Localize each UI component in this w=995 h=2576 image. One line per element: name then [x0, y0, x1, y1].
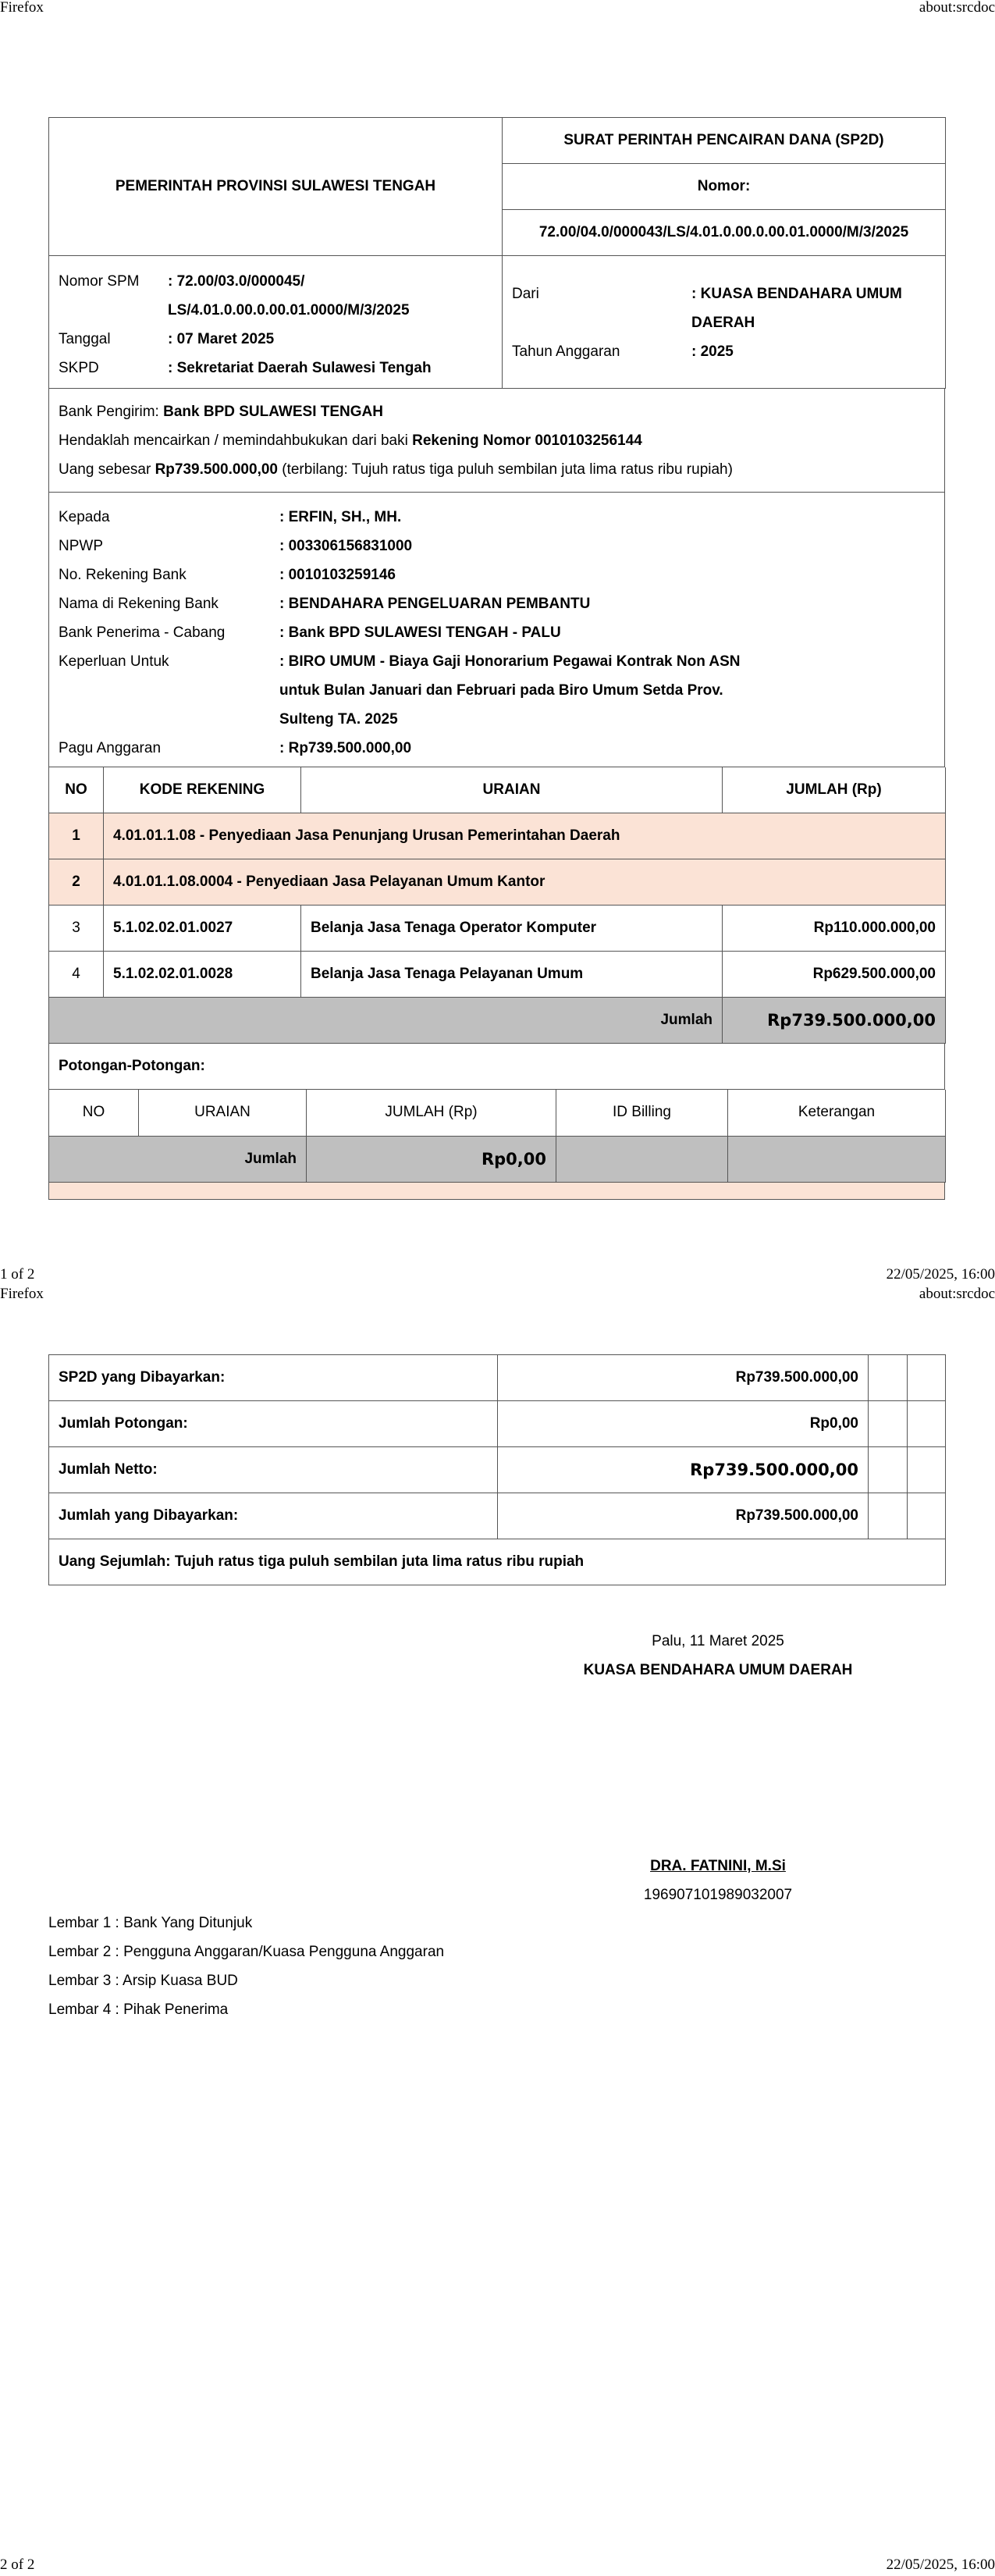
keperluan-value-2: untuk Bulan Januari dan Februari pada Biro Umum Setda Prov. — [279, 681, 723, 699]
signature-place-date: Palu, 11 Maret 2025 — [652, 1633, 784, 1649]
bank-pengirim-value: Bank BPD SULAWESI TENGAH — [163, 403, 383, 420]
bank-penerima-label: Bank Penerima - Cabang — [59, 624, 226, 641]
penerima-block — [48, 493, 945, 767]
row-uraian: Belanja Jasa Tenaga Pelayanan Umum — [301, 952, 723, 998]
document-header — [48, 117, 946, 256]
spm-right-block — [503, 256, 946, 388]
rincian-total-value: Rp739.500.000,00 — [723, 998, 946, 1044]
potongan-total-value: Rp0,00 — [307, 1136, 556, 1182]
list-item: Lembar 2 : Pengguna Anggaran/Kuasa Pengguna Anggaran — [48, 1944, 445, 1960]
rincian-total-label: Jumlah — [49, 998, 723, 1044]
col-jumlah: JUMLAH (Rp) — [723, 767, 946, 813]
dari-value-2: DAERAH — [691, 315, 755, 331]
keperluan-label: Keperluan Untuk — [59, 653, 169, 670]
dari-value-1: : KUASA BENDAHARA UMUM — [691, 286, 902, 302]
signature-name: DRA. FATNINI, M.Si — [650, 1858, 786, 1874]
table-row — [49, 952, 946, 998]
row-no: 2 — [49, 859, 104, 906]
skpd-label: SKPD — [59, 360, 99, 376]
row-program: 4.01.01.1.08 - Penyediaan Jasa Penunjang Urusan Pemerintahan Daerah — [104, 813, 946, 859]
page-number-2: 2 of 2 — [0, 2556, 35, 2573]
kepada-value: : ERFIN, SH., MH. — [279, 508, 402, 525]
potongan-col-keterangan: Keterangan — [728, 1090, 946, 1136]
rekening-pengirim: Rekening Nomor 0010103256144 — [412, 432, 642, 449]
spm-left-block — [49, 256, 503, 388]
no-rekening-value: : 0010103259146 — [279, 566, 396, 583]
uang-prefix: Uang sebesar — [59, 461, 155, 478]
bank-pengirim-label: Bank Pengirim: — [59, 403, 164, 420]
rincian-table — [48, 767, 946, 1044]
row-no: 4 — [49, 952, 104, 998]
government-name: PEMERINTAH PROVINSI SULAWESI TENGAH — [49, 118, 503, 256]
bank-penerima-value: : Bank BPD SULAWESI TENGAH - PALU — [279, 624, 561, 641]
row-kegiatan: 4.01.01.1.08.0004 - Penyediaan Jasa Pelayanan Umum Kantor — [104, 859, 946, 906]
rincian-total-row — [49, 998, 946, 1044]
ringkasan-value: Rp739.500.000,00 — [498, 1493, 869, 1539]
potongan-table — [48, 1090, 946, 1183]
signature-nip: 196907101989032007 — [643, 1887, 793, 1903]
col-kode-rekening: KODE REKENING — [104, 767, 301, 813]
nomor-label: Nomor: — [503, 164, 946, 210]
table-row — [49, 1401, 946, 1447]
row-kode: 5.1.02.02.01.0028 — [104, 952, 301, 998]
kepada-label: Kepada — [59, 508, 110, 525]
browser-app-name-2: Firefox — [0, 1286, 44, 1302]
instruksi-text: Hendaklah mencairkan / memindahbukukan dari baki — [59, 432, 413, 449]
uang-sejumlah: Uang Sejumlah: Tujuh ratus tiga puluh sembilan juta lima ratus ribu rupiah — [49, 1539, 946, 1585]
tanggal-value: : 07 Maret 2025 — [168, 331, 275, 347]
pagu-anggaran-value: : Rp739.500.000,00 — [279, 739, 412, 756]
ringkasan-label: Jumlah Potongan: — [49, 1401, 498, 1447]
table-row — [49, 1493, 946, 1539]
table-row — [49, 906, 946, 952]
npwp-value: : 003306156831000 — [279, 537, 413, 554]
ringkasan-value: Rp739.500.000,00 — [498, 1355, 869, 1401]
tahun-anggaran-value: : 2025 — [691, 343, 734, 360]
ringkasan-value: Rp0,00 — [498, 1401, 869, 1447]
potongan-header-row — [49, 1090, 946, 1136]
keperluan-value-1: : BIRO UMUM - Biaya Gaji Honorarium Pegawai Kontrak Non ASN — [279, 653, 741, 670]
potongan-col-no: NO — [49, 1090, 139, 1136]
row-kode: 5.1.02.02.01.0027 — [104, 906, 301, 952]
potongan-col-uraian: URAIAN — [139, 1090, 307, 1136]
lembar-list — [48, 1909, 444, 2024]
browser-app-name: Firefox — [0, 0, 44, 16]
uang-amount: Rp739.500.000,00 — [155, 461, 278, 478]
uang-terbilang: (terbilang: Tujuh ratus tiga puluh sembilan juta lima ratus ribu rupiah) — [277, 461, 733, 478]
sp2d-document-page-1 — [48, 117, 945, 1200]
nomor-value: 72.00/04.0/000043/LS/4.01.0.00.0.00.01.0000/M/3/2025 — [503, 210, 946, 256]
nama-rekening-label: Nama di Rekening Bank — [59, 595, 219, 612]
row-uraian: Belanja Jasa Tenaga Operator Komputer — [301, 906, 723, 952]
table-row — [49, 1539, 946, 1585]
list-item: Lembar 4 : Pihak Penerima — [48, 2001, 229, 2018]
row-jumlah: Rp629.500.000,00 — [723, 952, 946, 998]
nomor-spm-value-2: LS/4.01.0.00.0.00.01.0000/M/3/2025 — [168, 302, 410, 318]
nama-rekening-value: : BENDAHARA PENGELUARAN PEMBANTU — [279, 595, 591, 612]
table-row — [49, 859, 946, 906]
bank-pengirim-block — [48, 389, 945, 493]
dari-label: Dari — [512, 286, 539, 302]
ringkasan-table — [48, 1354, 946, 1585]
row-no: 1 — [49, 813, 104, 859]
page-number-1: 1 of 2 — [0, 1266, 35, 1283]
table-row — [49, 813, 946, 859]
tanggal-label: Tanggal — [59, 331, 111, 347]
potongan-col-jumlah: JUMLAH (Rp) — [307, 1090, 556, 1136]
list-item: Lembar 3 : Arsip Kuasa BUD — [48, 1973, 238, 1989]
signature-position: KUASA BENDAHARA UMUM DAERAH — [583, 1662, 853, 1678]
npwp-label: NPWP — [59, 537, 103, 554]
no-rekening-label: No. Rekening Bank — [59, 566, 187, 583]
potongan-title: Potongan-Potongan: — [48, 1044, 945, 1090]
sp2d-document-page-2 — [48, 1354, 945, 1585]
keperluan-value-3: Sulteng TA. 2025 — [279, 710, 398, 728]
document-title: SURAT PERINTAH PENCAIRAN DANA (SP2D) — [503, 118, 946, 164]
print-timestamp-1: 22/05/2025, 16:00 — [886, 1266, 995, 1283]
list-item: Lembar 1 : Bank Yang Ditunjuk — [48, 1915, 253, 1931]
browser-url-2: about:srcdoc — [919, 1286, 995, 1302]
ringkasan-label: SP2D yang Dibayarkan: — [49, 1355, 498, 1401]
pagu-anggaran-label: Pagu Anggaran — [59, 739, 162, 756]
row-no: 3 — [49, 906, 104, 952]
col-no: NO — [49, 767, 104, 813]
nomor-spm-label: Nomor SPM — [59, 273, 140, 290]
table-row — [49, 1447, 946, 1493]
table-row — [49, 1355, 946, 1401]
print-timestamp-2: 22/05/2025, 16:00 — [886, 2556, 995, 2573]
col-uraian: URAIAN — [301, 767, 723, 813]
peach-footer-strip — [48, 1183, 945, 1200]
ringkasan-label: Jumlah Netto: — [49, 1447, 498, 1493]
row-jumlah: Rp110.000.000,00 — [723, 906, 946, 952]
ringkasan-label: Jumlah yang Dibayarkan: — [49, 1493, 498, 1539]
ringkasan-value: Rp739.500.000,00 — [498, 1447, 869, 1493]
rincian-header-row — [49, 767, 946, 813]
spm-info — [48, 256, 946, 389]
skpd-value: : Sekretariat Daerah Sulawesi Tengah — [168, 360, 432, 376]
tahun-anggaran-label: Tahun Anggaran — [512, 343, 620, 360]
potongan-total-label: Jumlah — [49, 1136, 307, 1182]
nomor-spm-value-1: : 72.00/03.0/000045/ — [168, 273, 305, 290]
browser-url: about:srcdoc — [919, 0, 995, 16]
potongan-total-row — [49, 1136, 946, 1182]
potongan-col-id-billing: ID Billing — [556, 1090, 728, 1136]
